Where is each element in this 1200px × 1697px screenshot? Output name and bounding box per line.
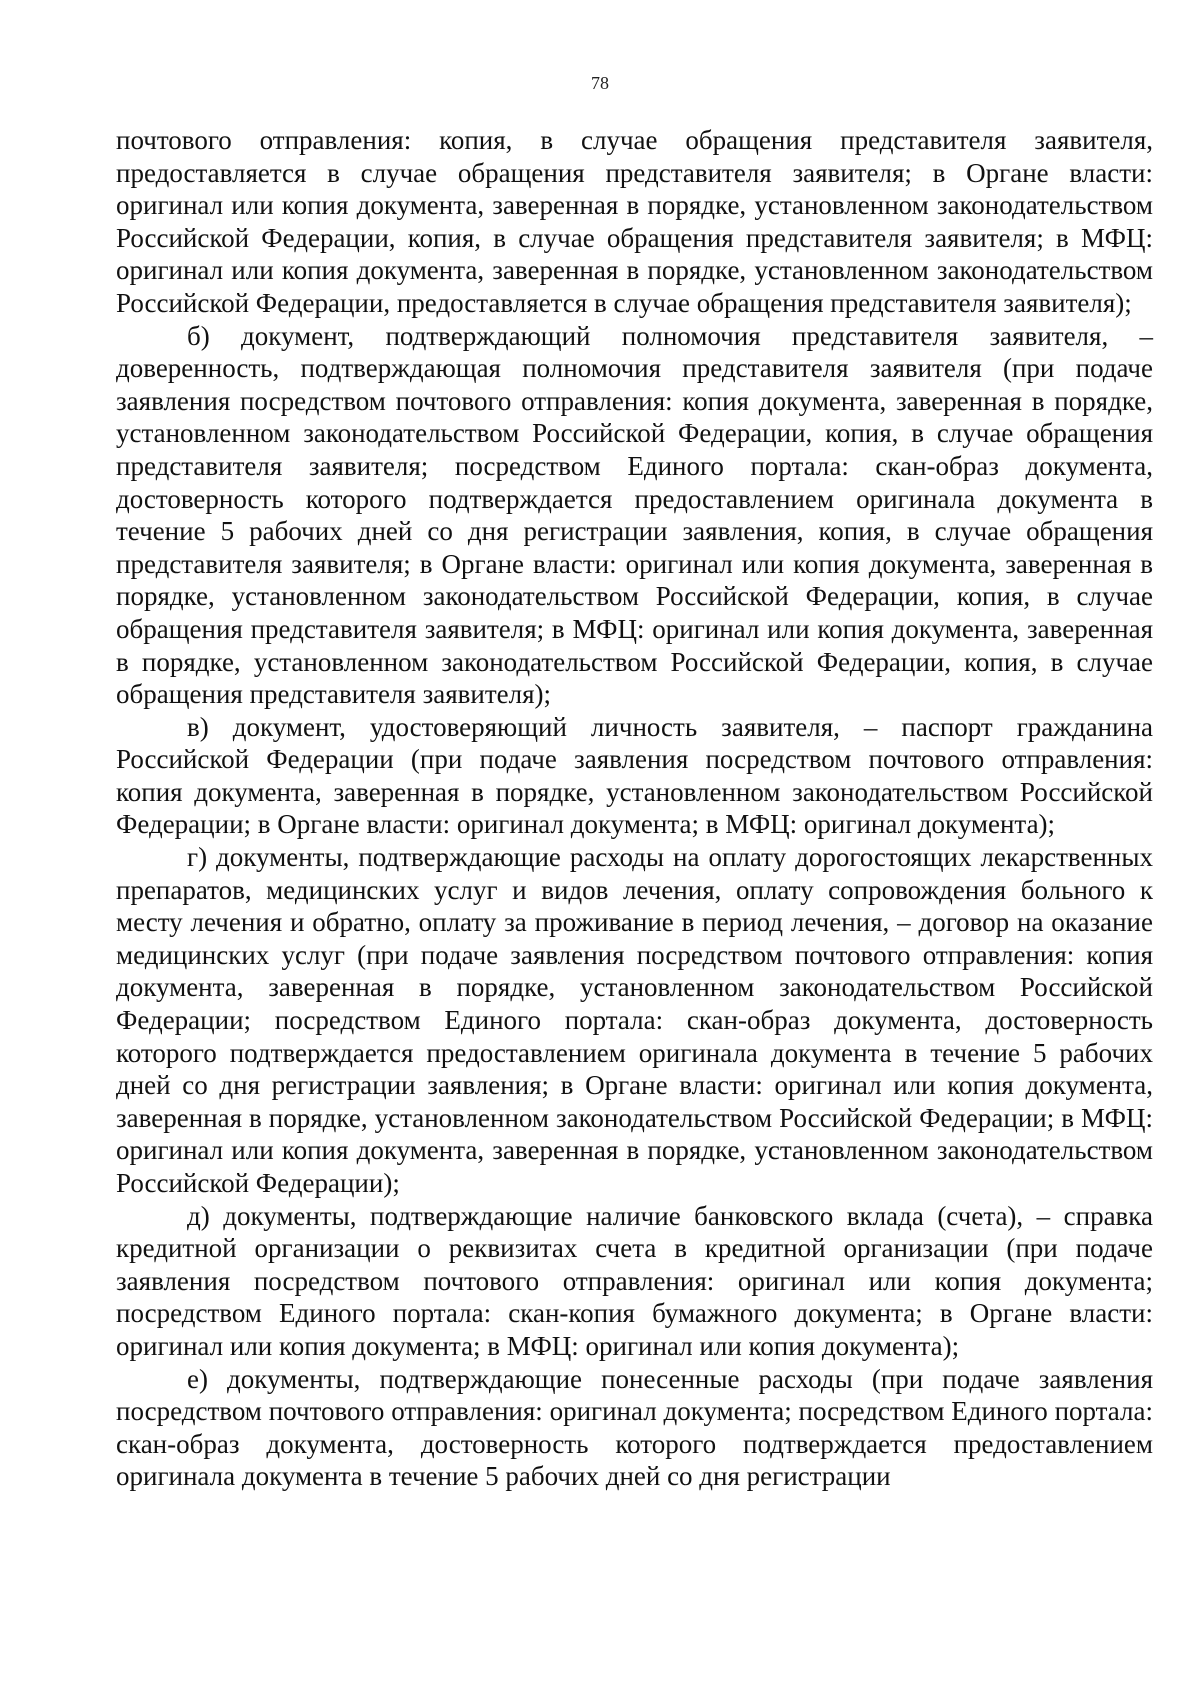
paragraph-item-v: в) документ, удостоверяющий личность заявителя, – паспорт гражданина Российской Федерации (при подаче заявления посредством почтового отправления: копия документа, заверенная в порядке, установленном законодательством Российской Федерации; в Органе власти: оригинал документа; в МФЦ: оригинал документа);	[116, 711, 1153, 840]
document-body	[116, 124, 1153, 1493]
paragraph-item-g: г) документы, подтверждающие расходы на оплату дорогостоящих лекарственных препаратов, медицинских услуг и видов лечения, оплату сопровождения больного к месту лечения и обратно, оплату за проживание в период лечения, – договор на оказание медицинских услуг (при подаче заявления посредством почтового отправления: копия документа, заверенная в порядке, установленном законодательством Российской Федерации; посредством Единого портала: скан-образ документа, достоверность которого подтверждается предоставлением оригинала документа в течение 5 рабочих дней со дня регистрации заявления; в Органе власти: оригинал или копия документа, заверенная в порядке, установленном законодательством Российской Федерации; в МФЦ: оригинал или копия документа, заверенная в порядке, установленном законодательством Российской Федерации);	[116, 842, 1153, 1198]
paragraph-item-d: д) документы, подтверждающие наличие банковского вклада (счета), – справка кредитной организации о реквизитах счета в кредитной организации (при подаче заявления посредством почтового отправления: оригинал или копия документа; посредством Единого портала: скан-копия бумажного документа; в Органе власти: оригинал или копия документа; в МФЦ: оригинал или копия документа);	[116, 1200, 1153, 1361]
paragraph-continuation: почтового отправления: копия, в случае обращения представителя заявителя, предоставляется в случае обращения представителя заявителя; в Органе власти: оригинал или копия документа, заверенная в порядке, установленном законодательством Российской Федерации, копия, в случае обращения представителя заявителя; в МФЦ: оригинал или копия документа, заверенная в порядке, установленном законодательством Российской Федерации, предоставляется в случае обращения представителя заявителя);	[116, 125, 1153, 318]
page-number: 78	[591, 73, 609, 93]
paragraph-item-e: е) документы, подтверждающие понесенные расходы (при подаче заявления посредством почтового отправления: оригинал документа; посредством Единого портала: скан-образ документа, достоверность которого подтверждается предоставлением оригинала документа в течение 5 рабочих дней со дня регистрации	[116, 1363, 1153, 1492]
paragraph-item-b: б) документ, подтверждающий полномочия представителя заявителя, – доверенность, подтверждающая полномочия представителя заявителя (при подаче заявления посредством почтового отправления: копия документа, заверенная в порядке, установленном законодательством Российской Федерации, копия, в случае обращения представителя заявителя; посредством Единого портала: скан-образ документа, достоверность которого подтверждается предоставлением оригинала документа в течение 5 рабочих дней со дня регистрации заявления, копия, в случае обращения представителя заявителя; в Органе власти: оригинал или копия документа, заверенная в порядке, установленном законодательством Российской Федерации, копия, в случае обращения представителя заявителя; в МФЦ: оригинал или копия документа, заверенная в порядке, установленном законодательством Российской Федерации, копия, в случае обращения представителя заявителя);	[116, 320, 1153, 710]
